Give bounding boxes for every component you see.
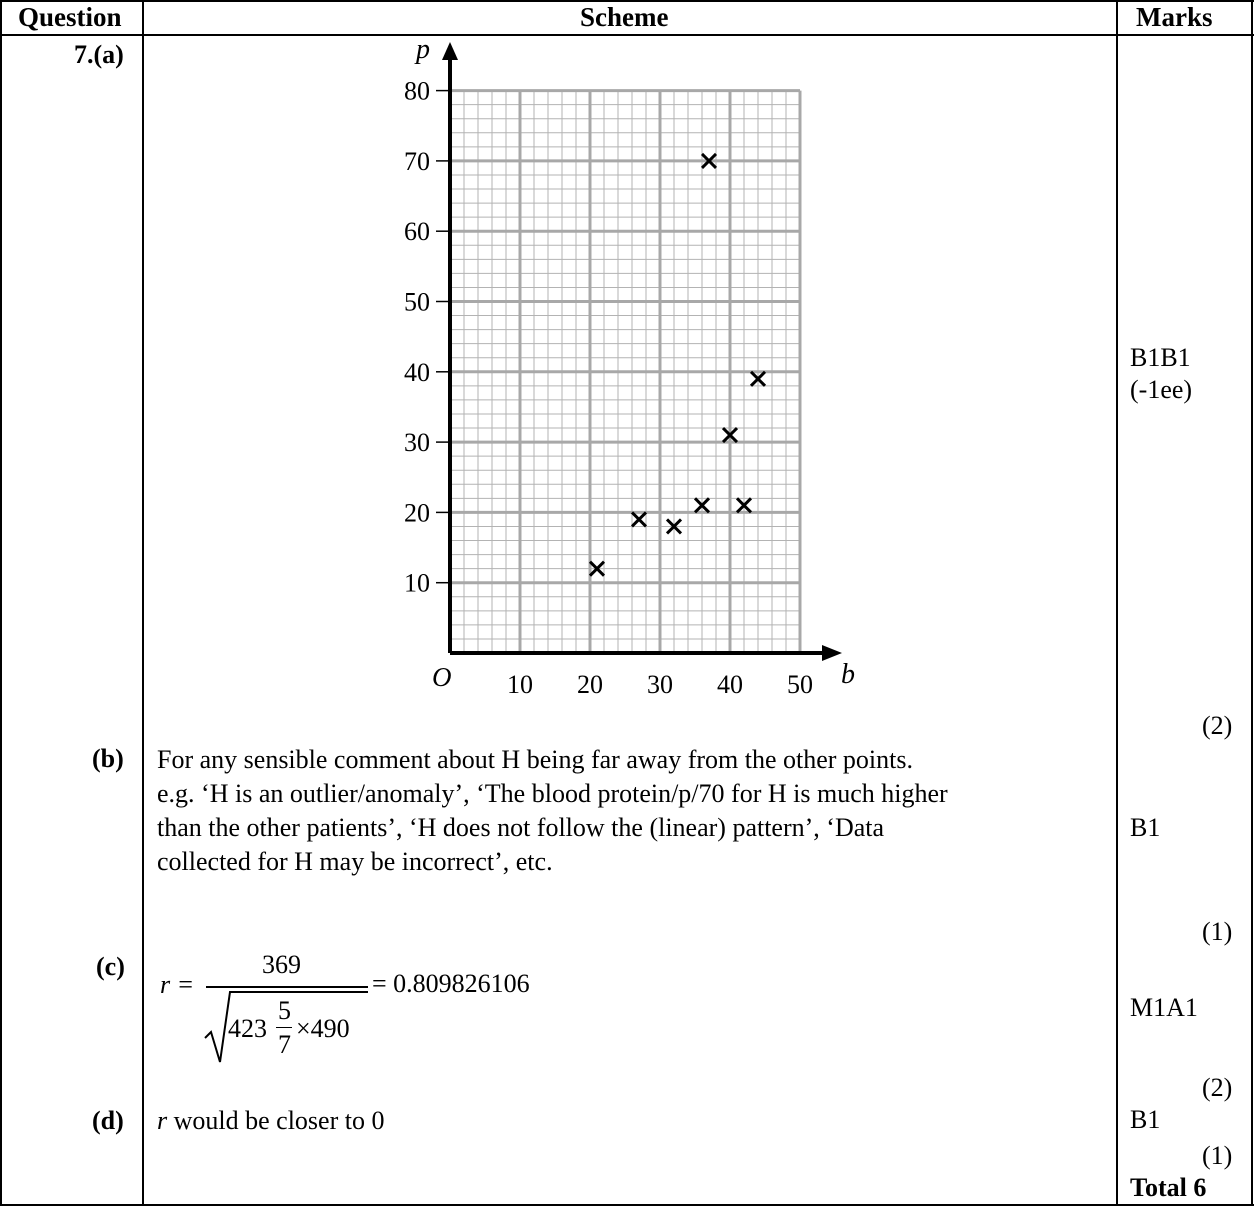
part-c-marks: M1A1 xyxy=(1130,993,1198,1022)
correlation-formula xyxy=(158,948,578,1068)
header-marks: Marks xyxy=(1136,2,1213,32)
part-b-line-3: than the other patients’, ‘H does not follow the (linear) pattern’, ‘Data xyxy=(157,813,885,842)
denominator-frac-num: 5 xyxy=(278,996,291,1025)
y-axis-arrow xyxy=(442,42,458,60)
part-d-marks: B1 xyxy=(1130,1105,1161,1134)
formula-numerator: 369 xyxy=(262,950,301,979)
x-tick-label: 50 xyxy=(787,670,813,699)
origin-label: O xyxy=(432,662,452,692)
x-tick-label: 30 xyxy=(647,670,673,699)
denominator-multiplier: ×490 xyxy=(296,1014,350,1043)
table-right-border xyxy=(1251,0,1253,1206)
table-left-border xyxy=(0,0,2,1206)
header-question: Question xyxy=(18,2,122,32)
part-d-subtotal: (1) xyxy=(1202,1141,1233,1170)
part-d-statement: would be closer to 0 xyxy=(167,1106,385,1135)
y-tick-label: 70 xyxy=(404,146,430,176)
x-axis-arrow xyxy=(822,645,842,661)
table-bottom-border xyxy=(0,1204,1254,1206)
denominator-frac-den: 7 xyxy=(278,1030,291,1059)
header-scheme: Scheme xyxy=(580,2,669,32)
part-d-label: (d) xyxy=(92,1106,124,1135)
part-a-label: 7.(a) xyxy=(74,40,124,69)
x-tick-label: 40 xyxy=(717,670,743,699)
part-b-subtotal: (1) xyxy=(1202,917,1233,946)
y-tick-label: 10 xyxy=(404,568,430,598)
part-b-line-2: e.g. ‘H is an outlier/anomaly’, ‘The blood protein/p/70 for H is much higher xyxy=(157,779,948,808)
part-c-label: (c) xyxy=(96,952,125,981)
part-c-subtotal: (2) xyxy=(1202,1073,1233,1102)
part-d-variable: r xyxy=(157,1106,168,1135)
marks-column-divider xyxy=(1116,0,1118,1206)
y-tick-label: 60 xyxy=(404,217,430,247)
y-tick-label: 20 xyxy=(404,498,430,528)
formula-result: = 0.809826106 xyxy=(372,969,530,998)
data-point xyxy=(632,512,646,526)
axis-labels xyxy=(404,36,855,699)
y-tick-label: 50 xyxy=(404,287,430,317)
part-b-text xyxy=(157,743,1107,879)
part-b-label: (b) xyxy=(92,744,124,773)
part-b-line-4: collected for H may be incorrect’, etc. xyxy=(157,847,553,876)
part-a-subtotal: (2) xyxy=(1202,711,1233,740)
y-axis-label: p xyxy=(416,36,430,65)
x-tick-label: 20 xyxy=(577,670,603,699)
y-tick-label: 30 xyxy=(404,428,430,458)
denominator-whole: 423 xyxy=(228,1014,267,1043)
part-a-marks: B1B1 (-1ee) xyxy=(1130,343,1193,404)
tick-marks xyxy=(436,91,450,583)
scatter-chart xyxy=(380,36,870,708)
x-tick-label: 10 xyxy=(507,670,533,699)
part-d-text xyxy=(157,1104,384,1138)
inner-fraction-bar xyxy=(276,1027,292,1028)
total-marks: Total 6 xyxy=(1130,1173,1207,1202)
part-b-line-1: For any sensible comment about H being far away from the other points. xyxy=(157,745,913,774)
formula-lhs: r = xyxy=(160,970,195,999)
y-tick-label: 80 xyxy=(404,76,430,106)
part-b-marks: B1 xyxy=(1130,813,1161,842)
y-tick-label: 40 xyxy=(404,357,430,387)
question-column-divider xyxy=(142,0,144,1206)
x-axis-label: b xyxy=(841,659,855,690)
